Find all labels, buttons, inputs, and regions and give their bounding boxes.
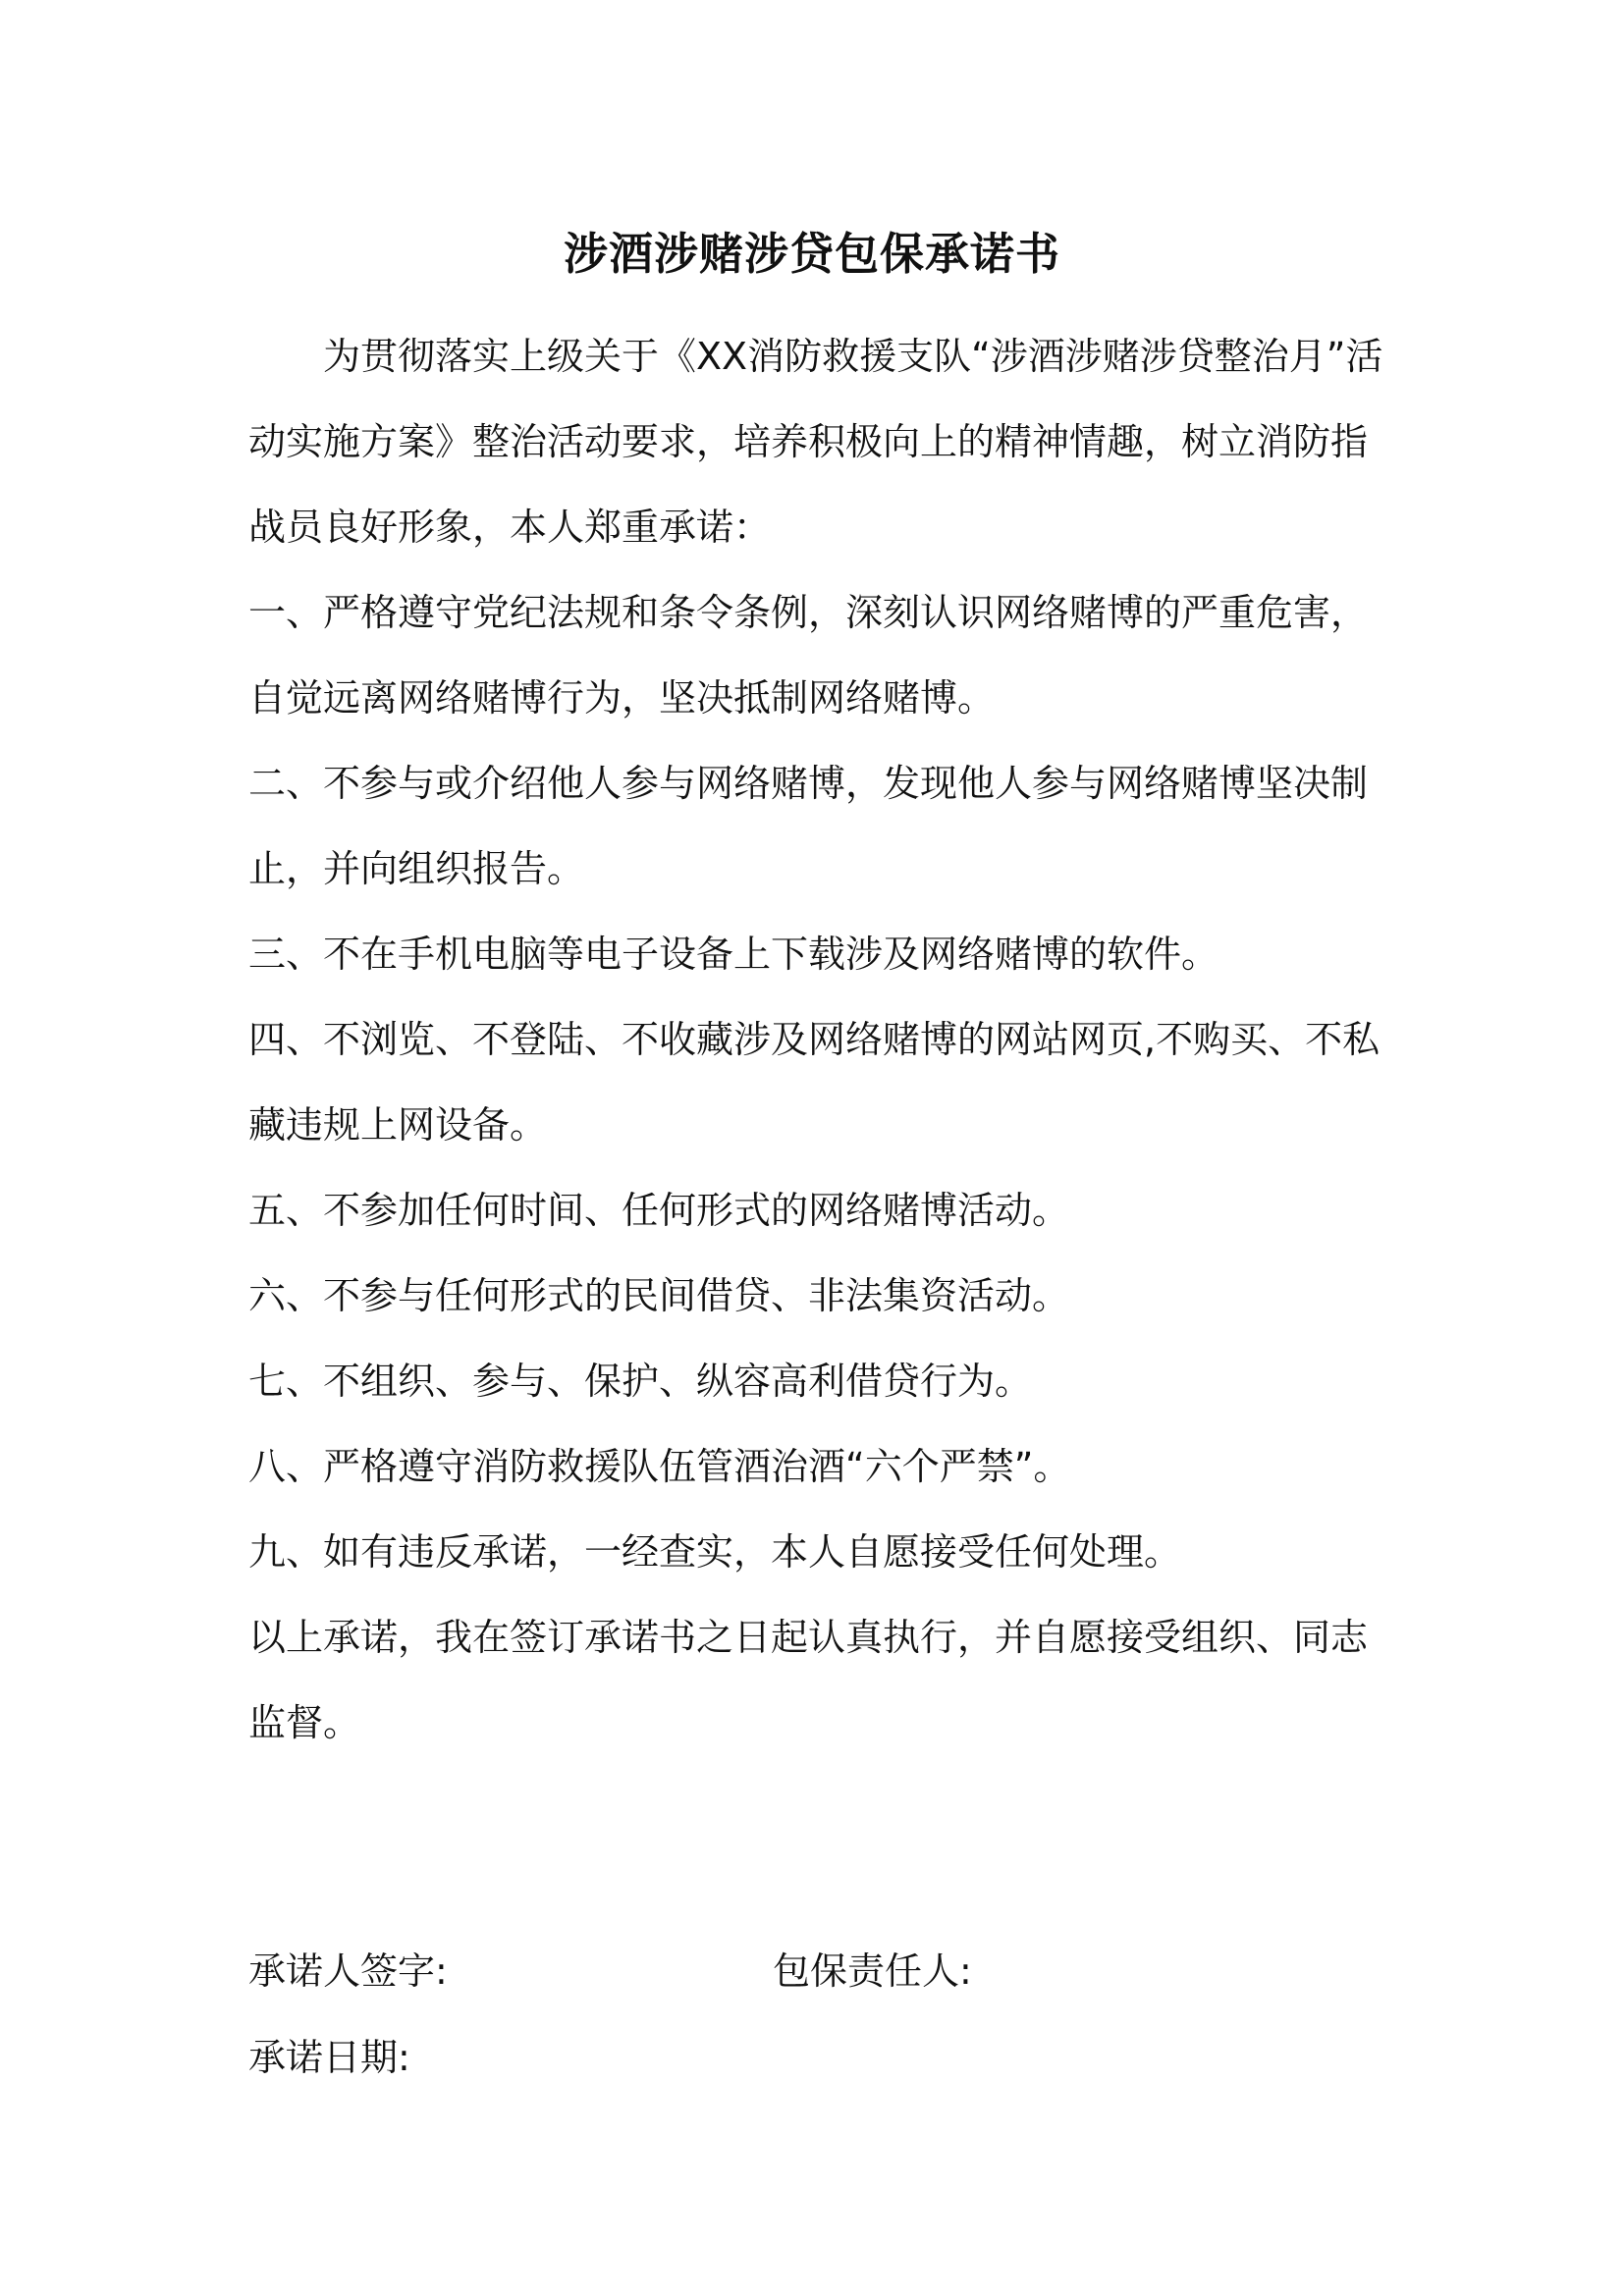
promise-date-label: 承诺日期: — [248, 2036, 410, 2079]
document-title: 涉酒涉赌涉贷包保承诺书 — [563, 228, 1060, 280]
commitment-item-5: 五、不参加任何时间、任何形式的网络赌博活动。 — [248, 1189, 1070, 1232]
commitment-item-4: 四、不浏览、不登陆、不收藏涉及网络赌博的网站网页,不购买、不私藏违规上网设备。 — [248, 1018, 1380, 1147]
commitment-item-3: 三、不在手机电脑等电子设备上下载涉及网络赌博的软件。 — [248, 933, 1219, 976]
commitment-item-2: 二、不参与或介绍他人参与网络赌博，发现他人参与网络赌博坚决制止，并向组织报告。 — [248, 762, 1369, 890]
commitment-item-6: 六、不参与任何形式的民间借贷、非法集资活动。 — [248, 1274, 1070, 1317]
intro-paragraph: 为贯彻落实上级关于《XX消防救援支队“涉酒涉赌涉贷整治月”活动实施方案》整治活动要求，培养积极向上的精神情趣，树立消防指战员良好形象，本人郑重承诺： — [248, 335, 1383, 549]
closing-paragraph: 以上承诺，我在签订承诺书之日起认真执行，并自愿接受组织、同志监督。 — [248, 1616, 1369, 1744]
document-body — [248, 314, 1387, 1766]
promisor-signature-label: 承诺人签字: — [248, 1949, 448, 1993]
commitment-item-7: 七、不组织、参与、保护、纵容高利借贷行为。 — [248, 1360, 1033, 1403]
commitment-item-8: 八、严格遵守消防救援队伍管酒治酒“六个严禁”。 — [248, 1445, 1071, 1488]
commitment-item-9: 九、如有违反承诺，一经查实，本人自愿接受任何处理。 — [248, 1530, 1182, 1574]
commitment-item-1: 一、严格遵守党纪法规和条令条例，深刻认识网络赌博的严重危害，自觉远离网络赌博行为，坚决抵制网络赌博。 — [248, 591, 1369, 720]
guarantor-label: 包保责任人: — [773, 1949, 972, 1993]
